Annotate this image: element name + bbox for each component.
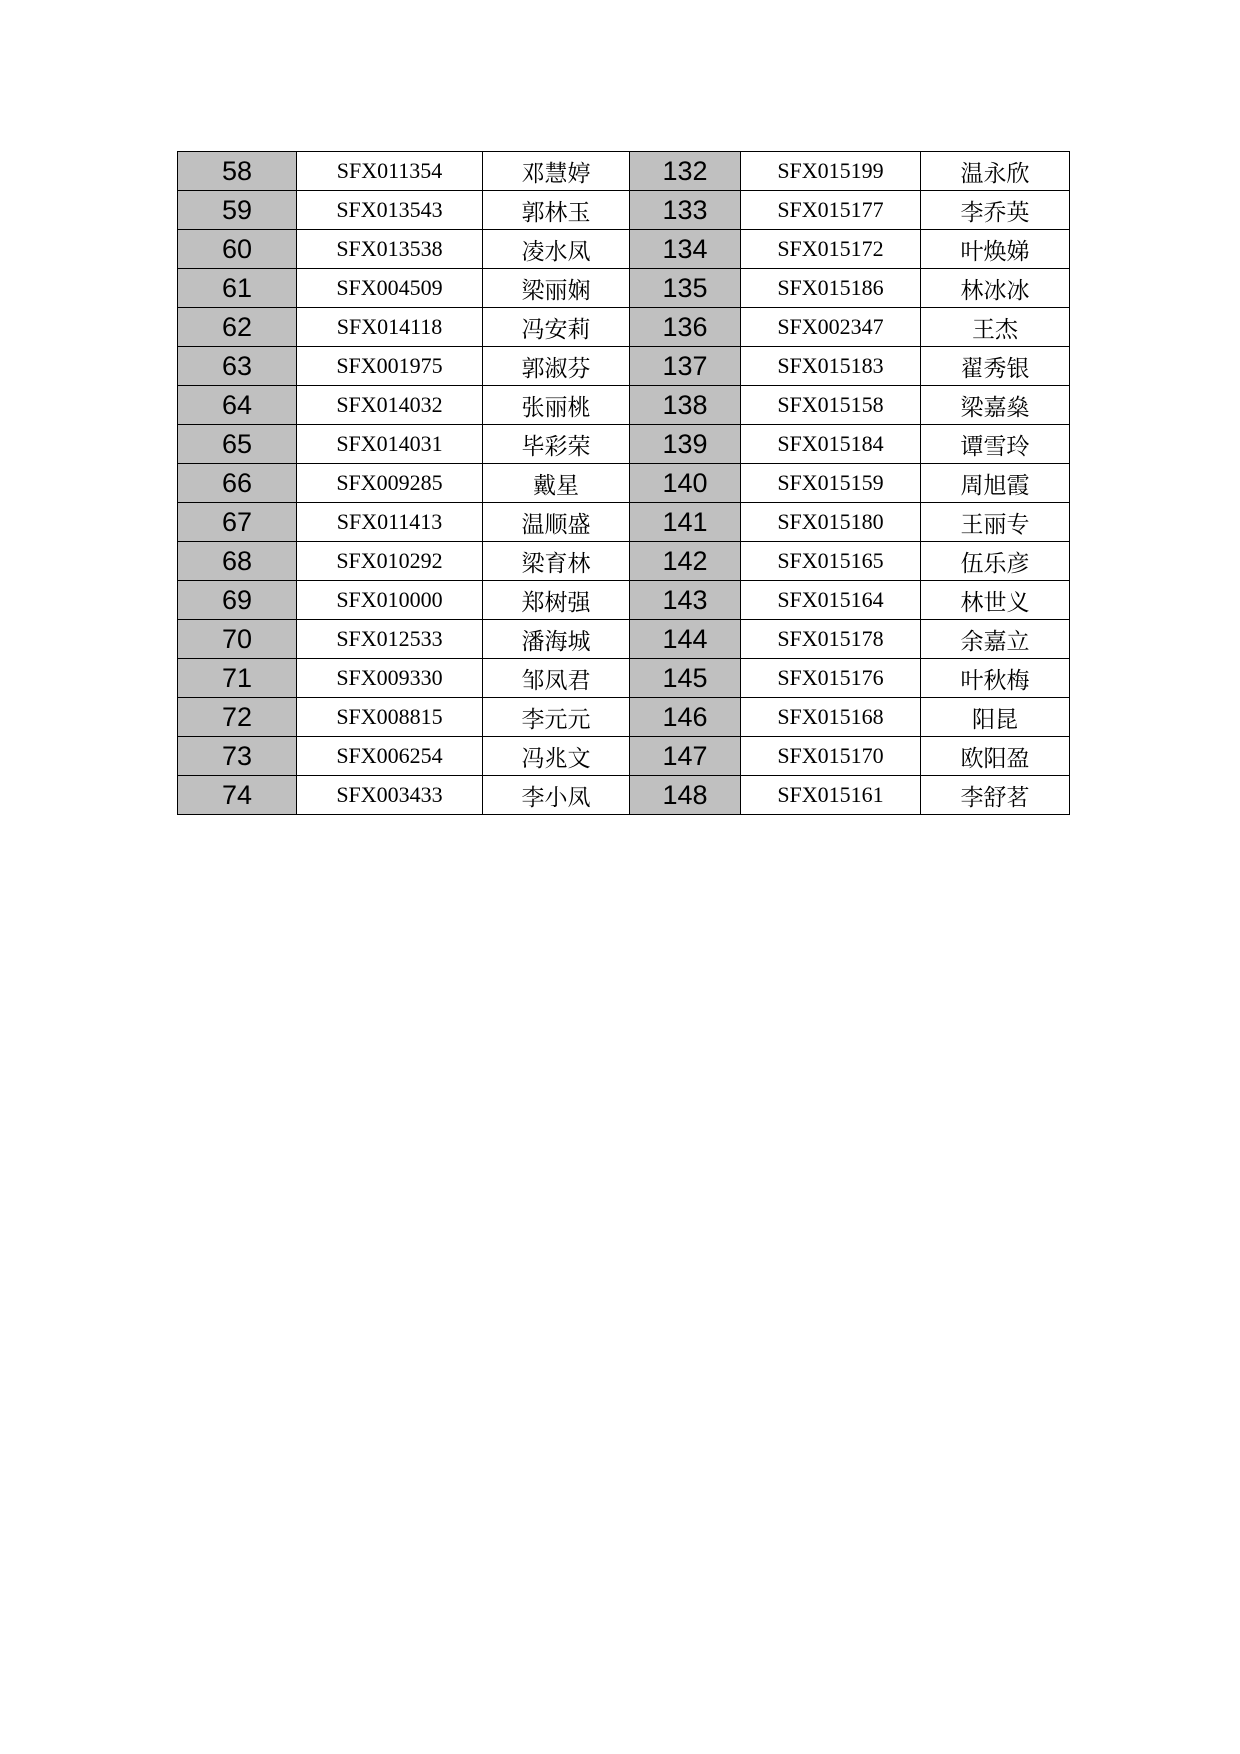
- table-row: [178, 542, 1070, 581]
- left-member-name: 戴星: [483, 464, 630, 503]
- right-seq-number: 144: [630, 620, 741, 659]
- left-seq-number: 70: [178, 620, 297, 659]
- right-member-code: SFX002347: [741, 308, 921, 347]
- left-seq-number: 73: [178, 737, 297, 776]
- right-seq-number: 139: [630, 425, 741, 464]
- left-member-name: 郭林玉: [483, 191, 630, 230]
- left-seq-number: 66: [178, 464, 297, 503]
- right-member-name: 周旭霞: [921, 464, 1070, 503]
- left-seq-number: 68: [178, 542, 297, 581]
- roster-table-body: [178, 152, 1070, 815]
- right-member-code: SFX015184: [741, 425, 921, 464]
- right-member-code: SFX015180: [741, 503, 921, 542]
- right-seq-number: 141: [630, 503, 741, 542]
- left-member-name: 张丽桃: [483, 386, 630, 425]
- right-member-code: SFX015186: [741, 269, 921, 308]
- left-seq-number: 67: [178, 503, 297, 542]
- right-member-code: SFX015199: [741, 152, 921, 191]
- right-member-code: SFX015170: [741, 737, 921, 776]
- right-member-code: SFX015178: [741, 620, 921, 659]
- left-seq-number: 65: [178, 425, 297, 464]
- right-member-code: SFX015158: [741, 386, 921, 425]
- left-member-code: SFX004509: [297, 269, 483, 308]
- left-member-code: SFX014032: [297, 386, 483, 425]
- right-member-code: SFX015176: [741, 659, 921, 698]
- right-member-code: SFX015165: [741, 542, 921, 581]
- left-member-code: SFX010000: [297, 581, 483, 620]
- left-member-name: 凌水凤: [483, 230, 630, 269]
- right-member-name: 林冰冰: [921, 269, 1070, 308]
- right-member-code: SFX015172: [741, 230, 921, 269]
- right-member-name: 余嘉立: [921, 620, 1070, 659]
- left-member-code: SFX003433: [297, 776, 483, 815]
- right-member-code: SFX015161: [741, 776, 921, 815]
- table-row: [178, 659, 1070, 698]
- right-seq-number: 138: [630, 386, 741, 425]
- left-member-name: 李元元: [483, 698, 630, 737]
- left-member-name: 李小凤: [483, 776, 630, 815]
- left-member-code: SFX001975: [297, 347, 483, 386]
- table-row: [178, 230, 1070, 269]
- right-seq-number: 135: [630, 269, 741, 308]
- left-seq-number: 60: [178, 230, 297, 269]
- left-member-code: SFX008815: [297, 698, 483, 737]
- left-member-code: SFX009285: [297, 464, 483, 503]
- left-seq-number: 69: [178, 581, 297, 620]
- roster-table: [177, 151, 1070, 815]
- left-seq-number: 63: [178, 347, 297, 386]
- left-member-name: 温顺盛: [483, 503, 630, 542]
- table-row: [178, 152, 1070, 191]
- left-seq-number: 58: [178, 152, 297, 191]
- left-member-name: 梁丽娴: [483, 269, 630, 308]
- left-member-code: SFX014118: [297, 308, 483, 347]
- left-seq-number: 64: [178, 386, 297, 425]
- left-seq-number: 74: [178, 776, 297, 815]
- right-member-code: SFX015164: [741, 581, 921, 620]
- right-seq-number: 140: [630, 464, 741, 503]
- table-row: [178, 737, 1070, 776]
- right-seq-number: 133: [630, 191, 741, 230]
- left-member-code: SFX013543: [297, 191, 483, 230]
- left-member-code: SFX010292: [297, 542, 483, 581]
- left-member-name: 潘海城: [483, 620, 630, 659]
- left-member-code: SFX013538: [297, 230, 483, 269]
- left-member-name: 郭淑芬: [483, 347, 630, 386]
- right-member-name: 温永欣: [921, 152, 1070, 191]
- table-row: [178, 581, 1070, 620]
- left-member-name: 梁育林: [483, 542, 630, 581]
- left-seq-number: 59: [178, 191, 297, 230]
- left-member-name: 邓慧婷: [483, 152, 630, 191]
- right-member-code: SFX015159: [741, 464, 921, 503]
- table-row: [178, 425, 1070, 464]
- left-seq-number: 62: [178, 308, 297, 347]
- right-seq-number: 145: [630, 659, 741, 698]
- table-row: [178, 776, 1070, 815]
- right-seq-number: 147: [630, 737, 741, 776]
- right-member-name: 王杰: [921, 308, 1070, 347]
- table-row: [178, 347, 1070, 386]
- left-member-code: SFX011354: [297, 152, 483, 191]
- right-member-name: 翟秀银: [921, 347, 1070, 386]
- left-seq-number: 72: [178, 698, 297, 737]
- right-member-name: 梁嘉燊: [921, 386, 1070, 425]
- table-row: [178, 308, 1070, 347]
- right-seq-number: 142: [630, 542, 741, 581]
- left-member-code: SFX012533: [297, 620, 483, 659]
- right-member-name: 王丽专: [921, 503, 1070, 542]
- left-member-name: 冯安莉: [483, 308, 630, 347]
- right-seq-number: 137: [630, 347, 741, 386]
- right-member-code: SFX015183: [741, 347, 921, 386]
- right-member-name: 伍乐彦: [921, 542, 1070, 581]
- right-member-name: 李乔英: [921, 191, 1070, 230]
- right-seq-number: 132: [630, 152, 741, 191]
- table-row: [178, 503, 1070, 542]
- right-seq-number: 134: [630, 230, 741, 269]
- right-member-name: 林世义: [921, 581, 1070, 620]
- table-row: [178, 464, 1070, 503]
- left-member-name: 毕彩荣: [483, 425, 630, 464]
- left-member-code: SFX014031: [297, 425, 483, 464]
- right-member-code: SFX015168: [741, 698, 921, 737]
- left-member-code: SFX009330: [297, 659, 483, 698]
- right-seq-number: 136: [630, 308, 741, 347]
- left-member-name: 郑树强: [483, 581, 630, 620]
- right-member-name: 李舒茗: [921, 776, 1070, 815]
- right-seq-number: 146: [630, 698, 741, 737]
- table-row: [178, 698, 1070, 737]
- table-row: [178, 191, 1070, 230]
- right-seq-number: 148: [630, 776, 741, 815]
- right-member-name: 谭雪玲: [921, 425, 1070, 464]
- right-member-name: 叶秋梅: [921, 659, 1070, 698]
- left-seq-number: 71: [178, 659, 297, 698]
- right-member-name: 叶焕娣: [921, 230, 1070, 269]
- left-member-code: SFX011413: [297, 503, 483, 542]
- left-member-name: 冯兆文: [483, 737, 630, 776]
- left-seq-number: 61: [178, 269, 297, 308]
- table-row: [178, 386, 1070, 425]
- table-row: [178, 620, 1070, 659]
- right-member-name: 阳昆: [921, 698, 1070, 737]
- left-member-code: SFX006254: [297, 737, 483, 776]
- table-row: [178, 269, 1070, 308]
- right-member-code: SFX015177: [741, 191, 921, 230]
- left-member-name: 邹凤君: [483, 659, 630, 698]
- right-seq-number: 143: [630, 581, 741, 620]
- right-member-name: 欧阳盈: [921, 737, 1070, 776]
